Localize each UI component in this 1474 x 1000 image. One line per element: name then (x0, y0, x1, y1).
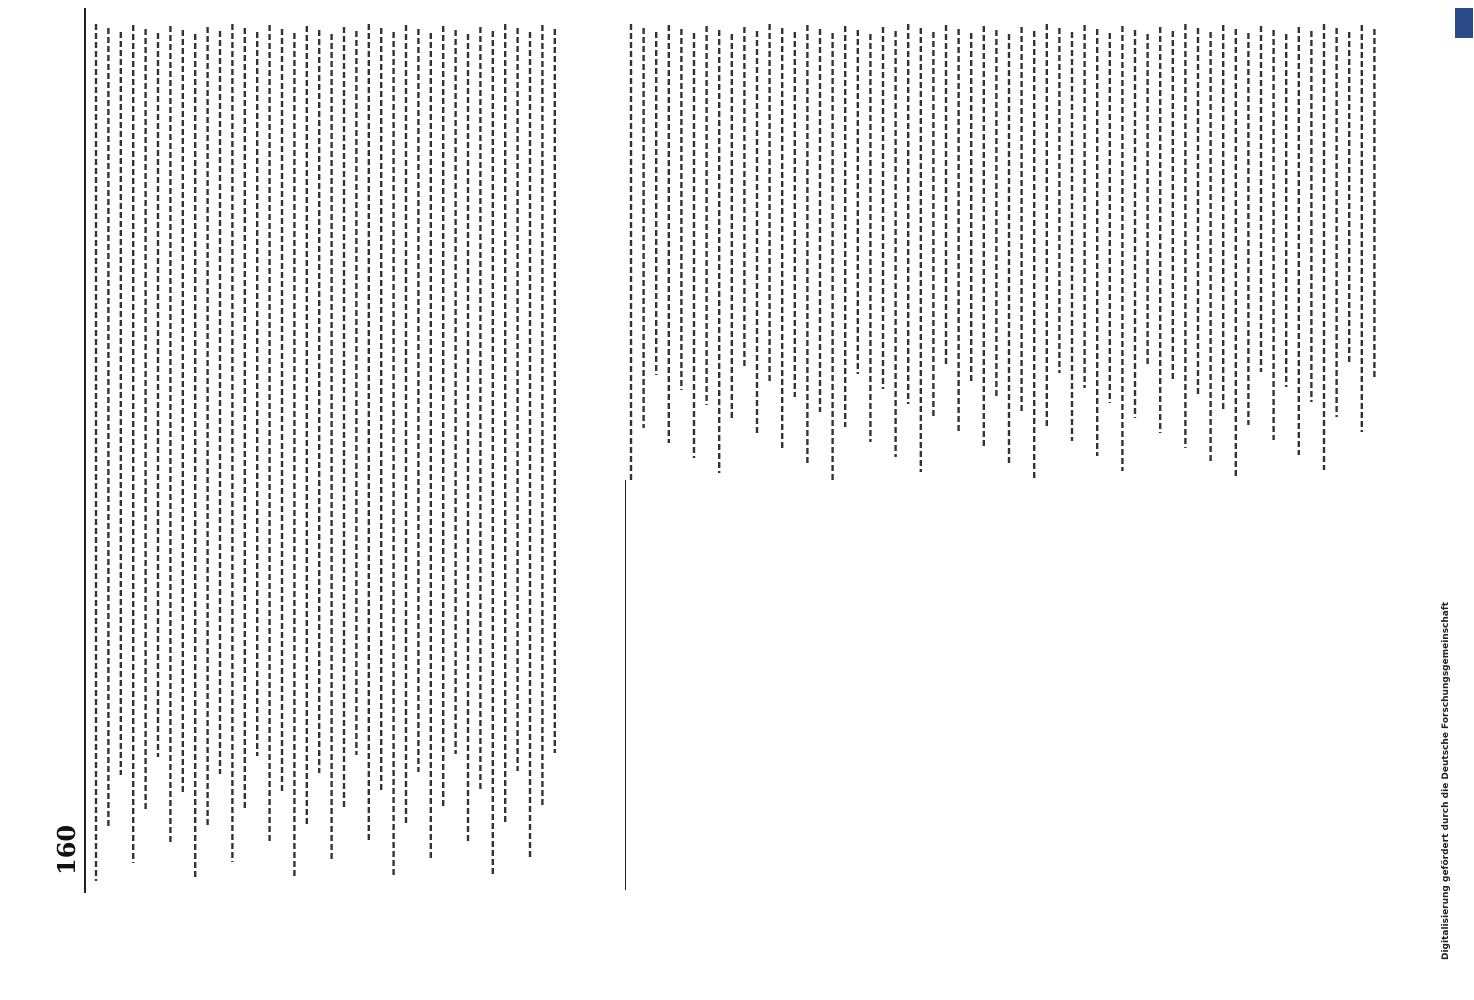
page-number: 160 (52, 824, 81, 875)
column-right-text (625, 20, 1395, 490)
header-rule (84, 8, 86, 893)
column-divider (625, 480, 626, 890)
column-left-text (90, 20, 560, 890)
dfg-logo-icon (1455, 8, 1473, 38)
digitization-note: Digitalisierung gefördert durch die Deutsche Forschungsgemeinschaft (1441, 601, 1451, 960)
